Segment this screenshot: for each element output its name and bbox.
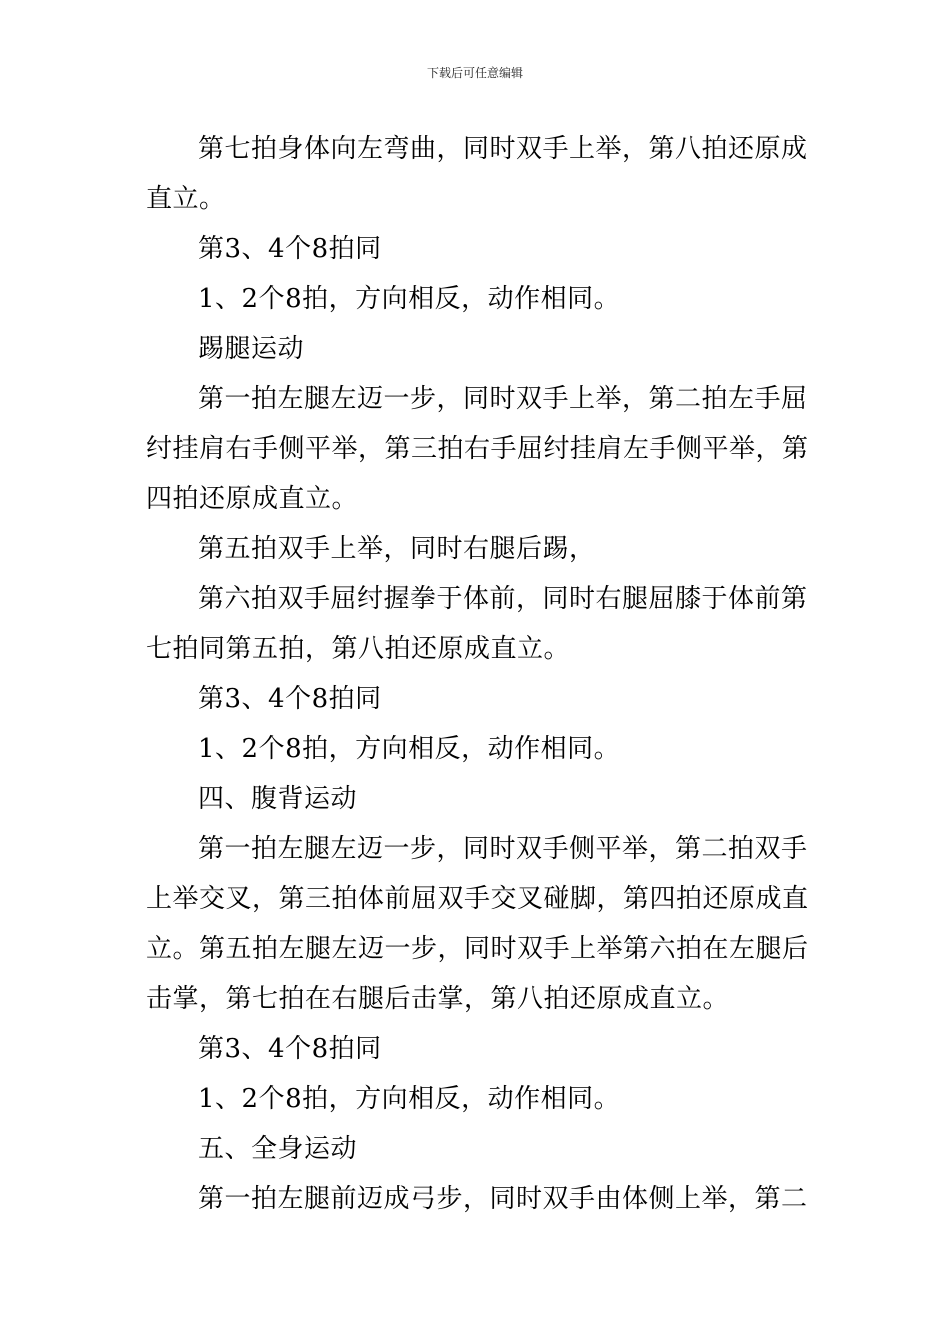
- paragraph: 第3、4个8拍同: [198, 1034, 382, 1064]
- paragraph: 第3、4个8拍同: [198, 684, 382, 714]
- paragraph: 1、2个8拍，方向相反，动作相同。: [198, 1084, 621, 1114]
- section-heading: 踢腿运动: [198, 334, 305, 364]
- paragraph: 第3、4个8拍同: [198, 234, 382, 264]
- paragraph: 第一拍左腿左迈一步，同时双手上举，第二拍左手屈纣挂肩右手侧平举，第三拍右手屈纣挂肩左手侧平举，第四拍还原成直立。: [146, 384, 809, 514]
- page-header: 下载后可任意编辑: [426, 66, 523, 80]
- paragraph: 1、2个8拍，方向相反，动作相同。: [198, 734, 621, 764]
- paragraph: 第一拍左腿左迈一步，同时双手侧平举，第二拍双手上举交叉，第三拍体前屈双手交叉碰脚，第四拍还原成直立。第五拍左腿左迈一步，同时双手上举第六拍在左腿后击掌，第七拍在右腿后击掌，第八拍还原成直立。: [146, 834, 809, 1014]
- paragraph: 1、2个8拍，方向相反，动作相同。: [198, 284, 621, 314]
- paragraph: 第六拍双手屈纣握拳于体前，同时右腿屈膝于体前第七拍同第五拍，第八拍还原成直立。: [146, 584, 808, 664]
- paragraph: 第七拍身体向左弯曲，同时双手上举，第八拍还原成直立。: [146, 134, 808, 214]
- section-heading: 四、腹背运动: [198, 784, 358, 814]
- section-heading: 五、全身运动: [198, 1134, 358, 1164]
- document-body: [146, 124, 810, 1224]
- paragraph: 第五拍双手上举，同时右腿后踢，: [198, 534, 596, 564]
- paragraph: 第一拍左腿前迈成弓步，同时双手由体侧上举，第二: [198, 1184, 808, 1214]
